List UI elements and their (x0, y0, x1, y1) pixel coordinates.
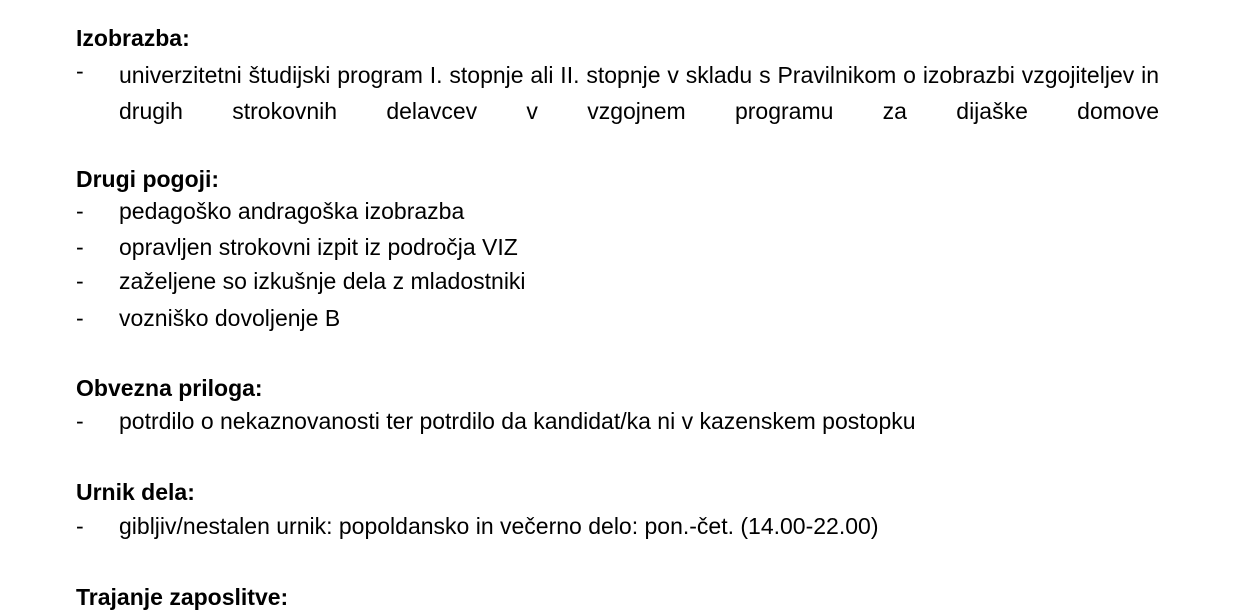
list-item-text: univerzitetni študijski program I. stopnje ali II. stopnje v skladu s Pravilnikom o izobrazbi vzgojiteljev in drugih strokovnih delavcev v vzgojnem programu za dijaške domove (119, 62, 1159, 124)
list-item-text: vozniško dovoljenje B (119, 305, 341, 331)
section-heading-drugi-pogoji: Drugi pogoji: (76, 166, 220, 192)
list-item-text: opravljen strokovni izpit iz področja VIZ (119, 234, 518, 260)
section-heading-obvezna-priloga: Obvezna priloga: (76, 375, 263, 401)
list-item-text: pedagoško andragoška izobrazba (119, 198, 465, 224)
bullet-dash: - (76, 198, 84, 224)
list-item-text: potrdilo o nekaznovanosti ter potrdilo da kandidat/ka ni v kazenskem postopku (119, 408, 916, 434)
bullet-dash: - (76, 305, 84, 331)
section-heading-trajanje-zaposlitve: Trajanje zaposlitve: (76, 584, 289, 610)
bullet-dash: - (76, 268, 84, 294)
list-item-text: gibljiv/nestalen urnik: popoldansko in večerno delo: pon.-čet. (14.00-22.00) (119, 513, 879, 539)
bullet-dash: - (76, 58, 84, 84)
bullet-dash: - (76, 513, 84, 539)
list-item-text: zaželjene so izkušnje dela z mladostniki (119, 268, 526, 294)
bullet-dash: - (76, 234, 84, 260)
bullet-dash: - (76, 408, 84, 434)
section-heading-urnik-dela: Urnik dela: (76, 479, 195, 505)
section-heading-izobrazba: Izobrazba: (76, 25, 190, 51)
